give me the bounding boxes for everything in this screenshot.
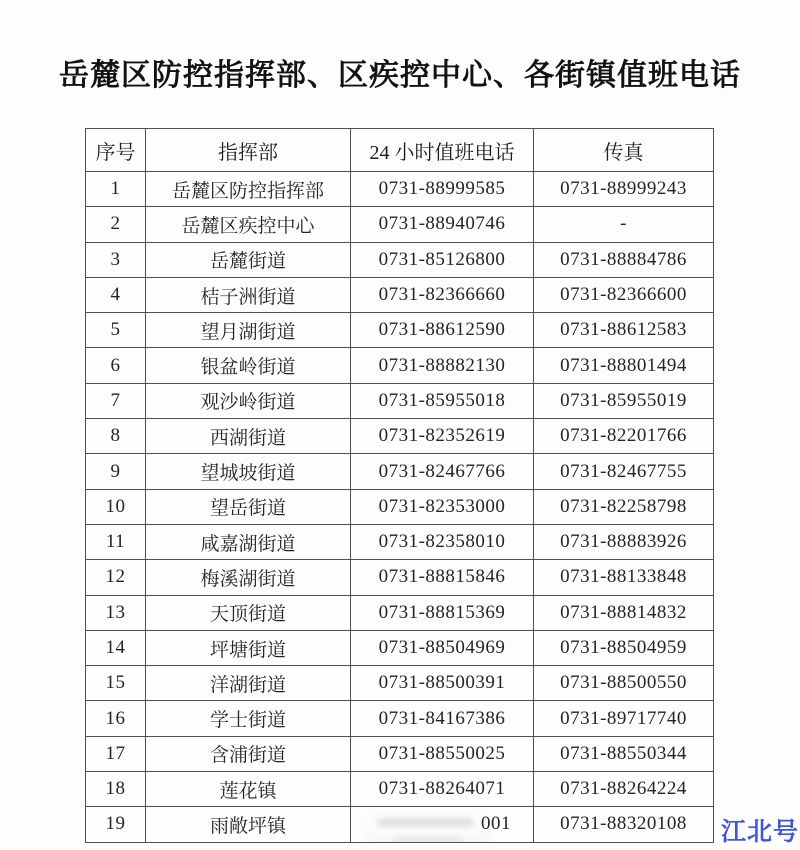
- table-row: [86, 277, 714, 312]
- table-row: [86, 172, 714, 207]
- cell-fax: 0731-88264224: [534, 772, 714, 807]
- cell-phone: 0731-88815846: [351, 560, 534, 595]
- phone-visible-part: 001: [481, 813, 511, 835]
- header-department: 指挥部: [146, 129, 351, 172]
- cell-phone: 0731-88264071: [351, 772, 534, 807]
- cell-phone: 0731-88550025: [351, 736, 534, 771]
- table-row: [86, 313, 714, 348]
- cell-fax: -: [534, 207, 714, 242]
- table-row: [86, 383, 714, 418]
- table-row: [86, 736, 714, 771]
- cell-name: 望月湖街道: [146, 313, 351, 348]
- cell-name: 咸嘉湖街道: [146, 524, 351, 559]
- cell-name: 含浦街道: [146, 736, 351, 771]
- cell-no: 6: [86, 348, 146, 383]
- cell-name: 梅溪湖街道: [146, 560, 351, 595]
- cell-no: 5: [86, 313, 146, 348]
- cell-fax: 0731-85955019: [534, 383, 714, 418]
- cell-no: 18: [86, 772, 146, 807]
- header-no: 序号: [86, 129, 146, 172]
- cell-fax: 0731-82201766: [534, 419, 714, 454]
- table-row: [86, 419, 714, 454]
- cell-no: 3: [86, 242, 146, 277]
- cell-fax: 0731-88884786: [534, 242, 714, 277]
- cell-phone: 0731-88815369: [351, 595, 534, 630]
- cell-fax: 0731-82467755: [534, 454, 714, 489]
- cell-phone: 0731-82353000: [351, 489, 534, 524]
- cell-name: 学士街道: [146, 701, 351, 736]
- cell-no: 1: [86, 172, 146, 207]
- cell-name: 观沙岭街道: [146, 383, 351, 418]
- table-row: [86, 807, 714, 842]
- cell-no: 15: [86, 666, 146, 701]
- cell-phone: [351, 807, 534, 842]
- cell-no: 10: [86, 489, 146, 524]
- cell-name: 西湖街道: [146, 419, 351, 454]
- table-row: [86, 595, 714, 630]
- cell-phone: 0731-88940746: [351, 207, 534, 242]
- table-row: [86, 242, 714, 277]
- cell-phone: 0731-88882130: [351, 348, 534, 383]
- cell-phone: 0731-82358010: [351, 524, 534, 559]
- cell-fax: 0731-88500550: [534, 666, 714, 701]
- cell-fax: 0731-88612583: [534, 313, 714, 348]
- table-row: [86, 489, 714, 524]
- cell-phone: 0731-82467766: [351, 454, 534, 489]
- page-title: 岳麓区防控指挥部、区疾控中心、各街镇值班电话: [59, 59, 741, 92]
- cell-no: 4: [86, 277, 146, 312]
- table-row: [86, 454, 714, 489]
- cell-no: 13: [86, 595, 146, 630]
- cell-no: 14: [86, 630, 146, 665]
- cell-phone: 0731-88999585: [351, 172, 534, 207]
- cell-fax: 0731-88550344: [534, 736, 714, 771]
- cell-fax: 0731-88320108: [534, 807, 714, 842]
- cell-name: 岳麓街道: [146, 242, 351, 277]
- header-fax: 传真: [534, 129, 714, 172]
- cell-name: 雨敞坪镇: [146, 807, 351, 842]
- cell-name: 银盆岭街道: [146, 348, 351, 383]
- table-row: [86, 348, 714, 383]
- table-row: [86, 666, 714, 701]
- cell-phone: 0731-82352619: [351, 419, 534, 454]
- cell-fax: 0731-88801494: [534, 348, 714, 383]
- table-row: [86, 701, 714, 736]
- cell-name: 洋湖街道: [146, 666, 351, 701]
- header-duty-phone: 24 小时值班电话: [351, 129, 534, 172]
- table-body: [86, 172, 714, 843]
- cell-no: 19: [86, 807, 146, 842]
- cell-name: 坪塘街道: [146, 630, 351, 665]
- phone-directory-table: [85, 128, 714, 843]
- cell-fax: 0731-88504959: [534, 630, 714, 665]
- cell-phone: 0731-85955018: [351, 383, 534, 418]
- cell-fax: 0731-88999243: [534, 172, 714, 207]
- cell-phone: 0731-88500391: [351, 666, 534, 701]
- cell-no: 16: [86, 701, 146, 736]
- cell-name: 莲花镇: [146, 772, 351, 807]
- cell-no: 8: [86, 419, 146, 454]
- cell-no: 9: [86, 454, 146, 489]
- cell-fax: 0731-89717740: [534, 701, 714, 736]
- cell-name: 天顶街道: [146, 595, 351, 630]
- cell-name: 岳麓区防控指挥部: [146, 172, 351, 207]
- cell-name: 岳麓区疾控中心: [146, 207, 351, 242]
- table-header: [86, 129, 714, 172]
- cell-fax: 0731-88133848: [534, 560, 714, 595]
- cell-no: 11: [86, 524, 146, 559]
- cell-name: 望城坡街道: [146, 454, 351, 489]
- cell-fax: 0731-82258798: [534, 489, 714, 524]
- table-row: [86, 560, 714, 595]
- table-row: [86, 772, 714, 807]
- cell-name: 望岳街道: [146, 489, 351, 524]
- redaction-blur: [369, 813, 487, 833]
- cell-phone: 0731-84167386: [351, 701, 534, 736]
- cell-no: 12: [86, 560, 146, 595]
- cell-no: 2: [86, 207, 146, 242]
- cell-no: 7: [86, 383, 146, 418]
- cell-fax: 0731-88883926: [534, 524, 714, 559]
- header-row: [86, 129, 714, 172]
- table-row: [86, 207, 714, 242]
- cell-no: 17: [86, 736, 146, 771]
- table-row: [86, 630, 714, 665]
- cell-phone: 0731-85126800: [351, 242, 534, 277]
- cell-fax: 0731-82366600: [534, 277, 714, 312]
- cell-phone: 0731-88612590: [351, 313, 534, 348]
- cell-phone: 0731-82366660: [351, 277, 534, 312]
- table-row: [86, 524, 714, 559]
- cell-phone: 0731-88504969: [351, 630, 534, 665]
- cell-name: 桔子洲街道: [146, 277, 351, 312]
- watermark-jiangbeihao: 江北号: [720, 818, 799, 846]
- cell-fax: 0731-88814832: [534, 595, 714, 630]
